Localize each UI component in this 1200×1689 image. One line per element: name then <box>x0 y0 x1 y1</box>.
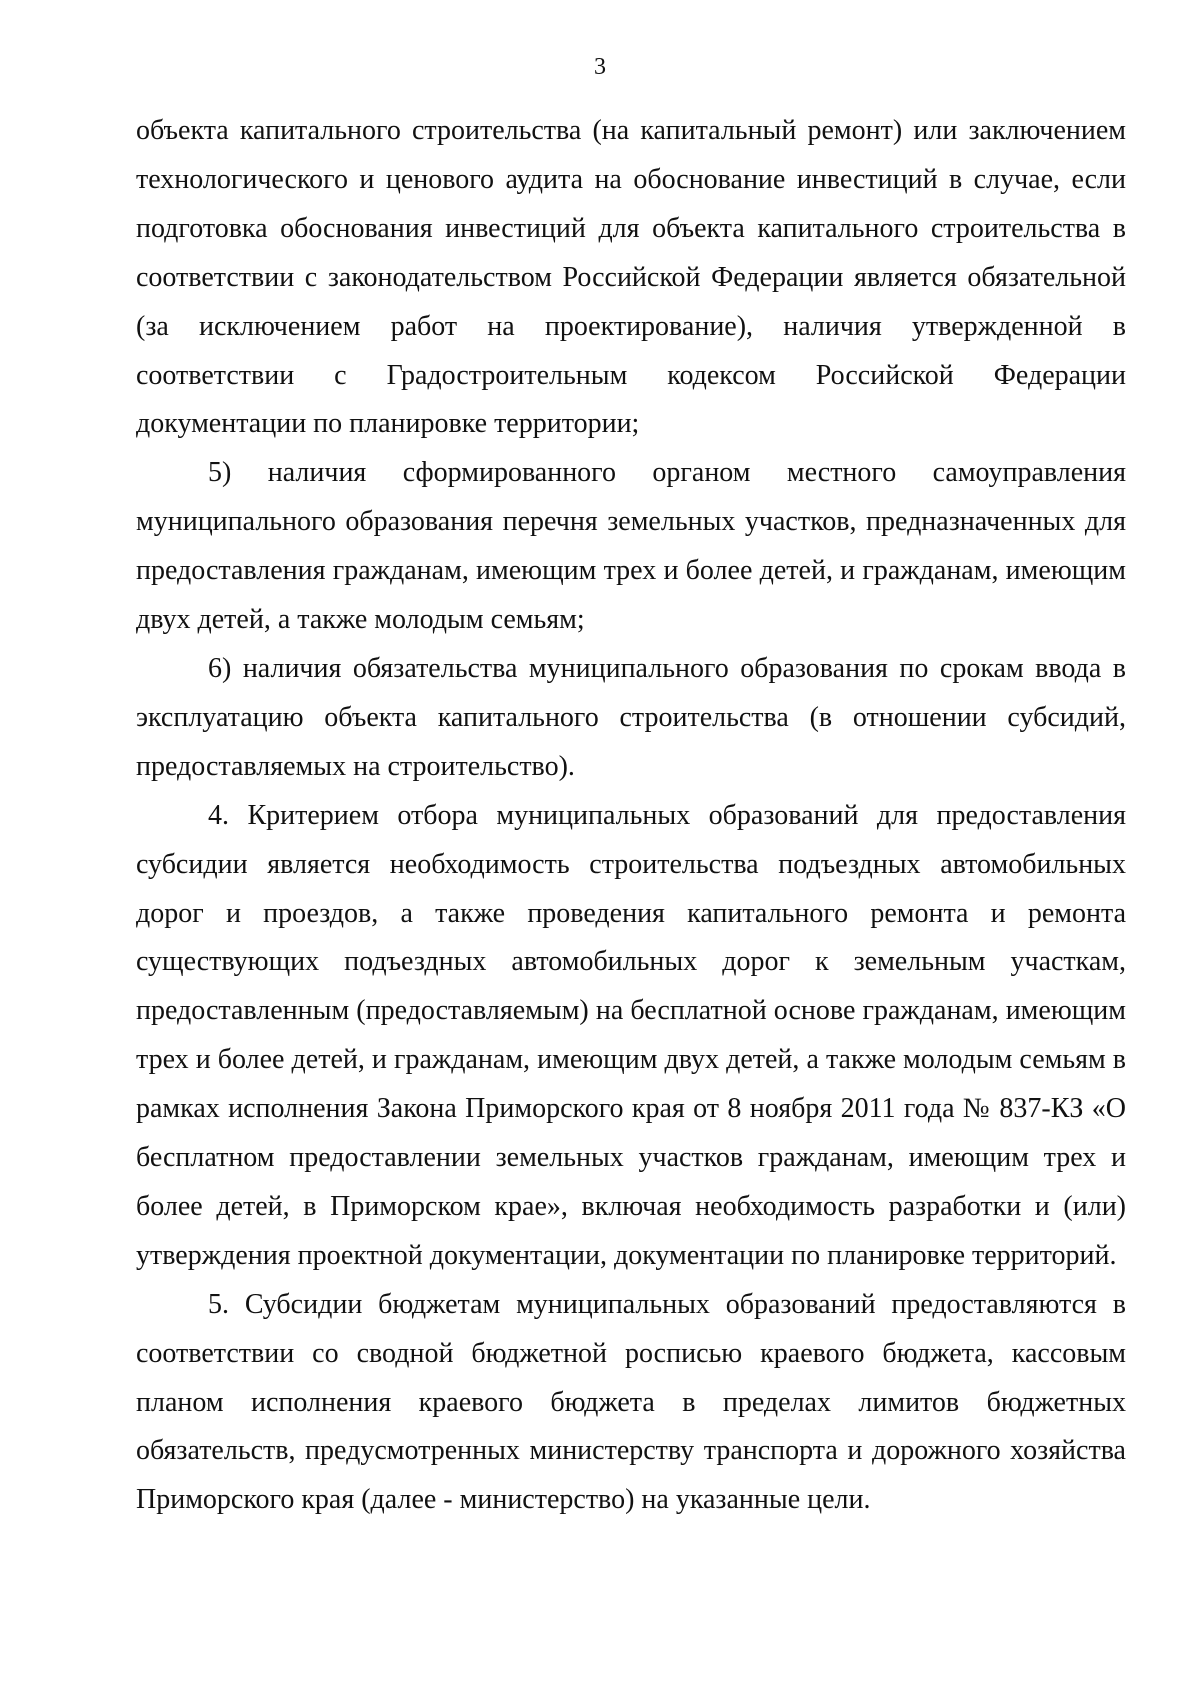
paragraph-continuation: объекта капитального строительства (на капитальный ремонт) или заключением технологического и ценового аудита на обоснование инвестиций в случае, если подготовка обоснования инвестиций для объекта капитального строительства в соответствии с законодательством Российской Федерации является обязательной (за исключением работ на проектирование), наличия утвержденной в соответствии с Градостроительным кодексом Российской Федерации документации по планировке территории; <box>136 115 1126 440</box>
paragraph-item-6: 6) наличия обязательства муниципального образования по срокам ввода в эксплуатацию объекта капитального строительства (в отношении субсидий, предоставляемых на строительство). <box>136 652 1126 782</box>
page-number: 3 <box>594 54 606 80</box>
paragraph-section-4: 4. Критерием отбора муниципальных образований для предоставления субсидии является необходимость строительства подъездных автомобильных дорог и проездов, а также проведения капитального ремонта и ремонта существующих подъездных автомобильных дорог к земельным участкам, предоставленным (предоставляемым) на бесплатной основе гражданам, имеющим трех и более детей, и гражданам, имеющим двух детей, а также молодым семьям в рамках исполнения Закона Приморского края от 8 ноября 2011 года № 837-КЗ «О бесплатном предоставлении земельных участков гражданам, имеющим трех и более детей, в Приморском крае», включая необходимость разработки и (или) утверждения проектной документации, документации по планировке территорий. <box>136 799 1126 1271</box>
paragraph-section-5: 5. Субсидии бюджетам муниципальных образований предоставляются в соответствии со сводной бюджетной росписью краевого бюджета, кассовым планом исполнения краевого бюджета в пределах лимитов бюджетных обязательств, предусмотренных министерству транспорта и дорожного хозяйства Приморского края (далее - министерство) на указанные цели. <box>136 1288 1126 1516</box>
paragraph-item-5: 5) наличия сформированного органом местного самоуправления муниципального образования перечня земельных участков, предназначенных для предоставления гражданам, имеющим трех и более детей, и гражданам, имеющим двух детей, а также молодым семьям; <box>136 457 1126 636</box>
document-body <box>136 107 1126 1525</box>
